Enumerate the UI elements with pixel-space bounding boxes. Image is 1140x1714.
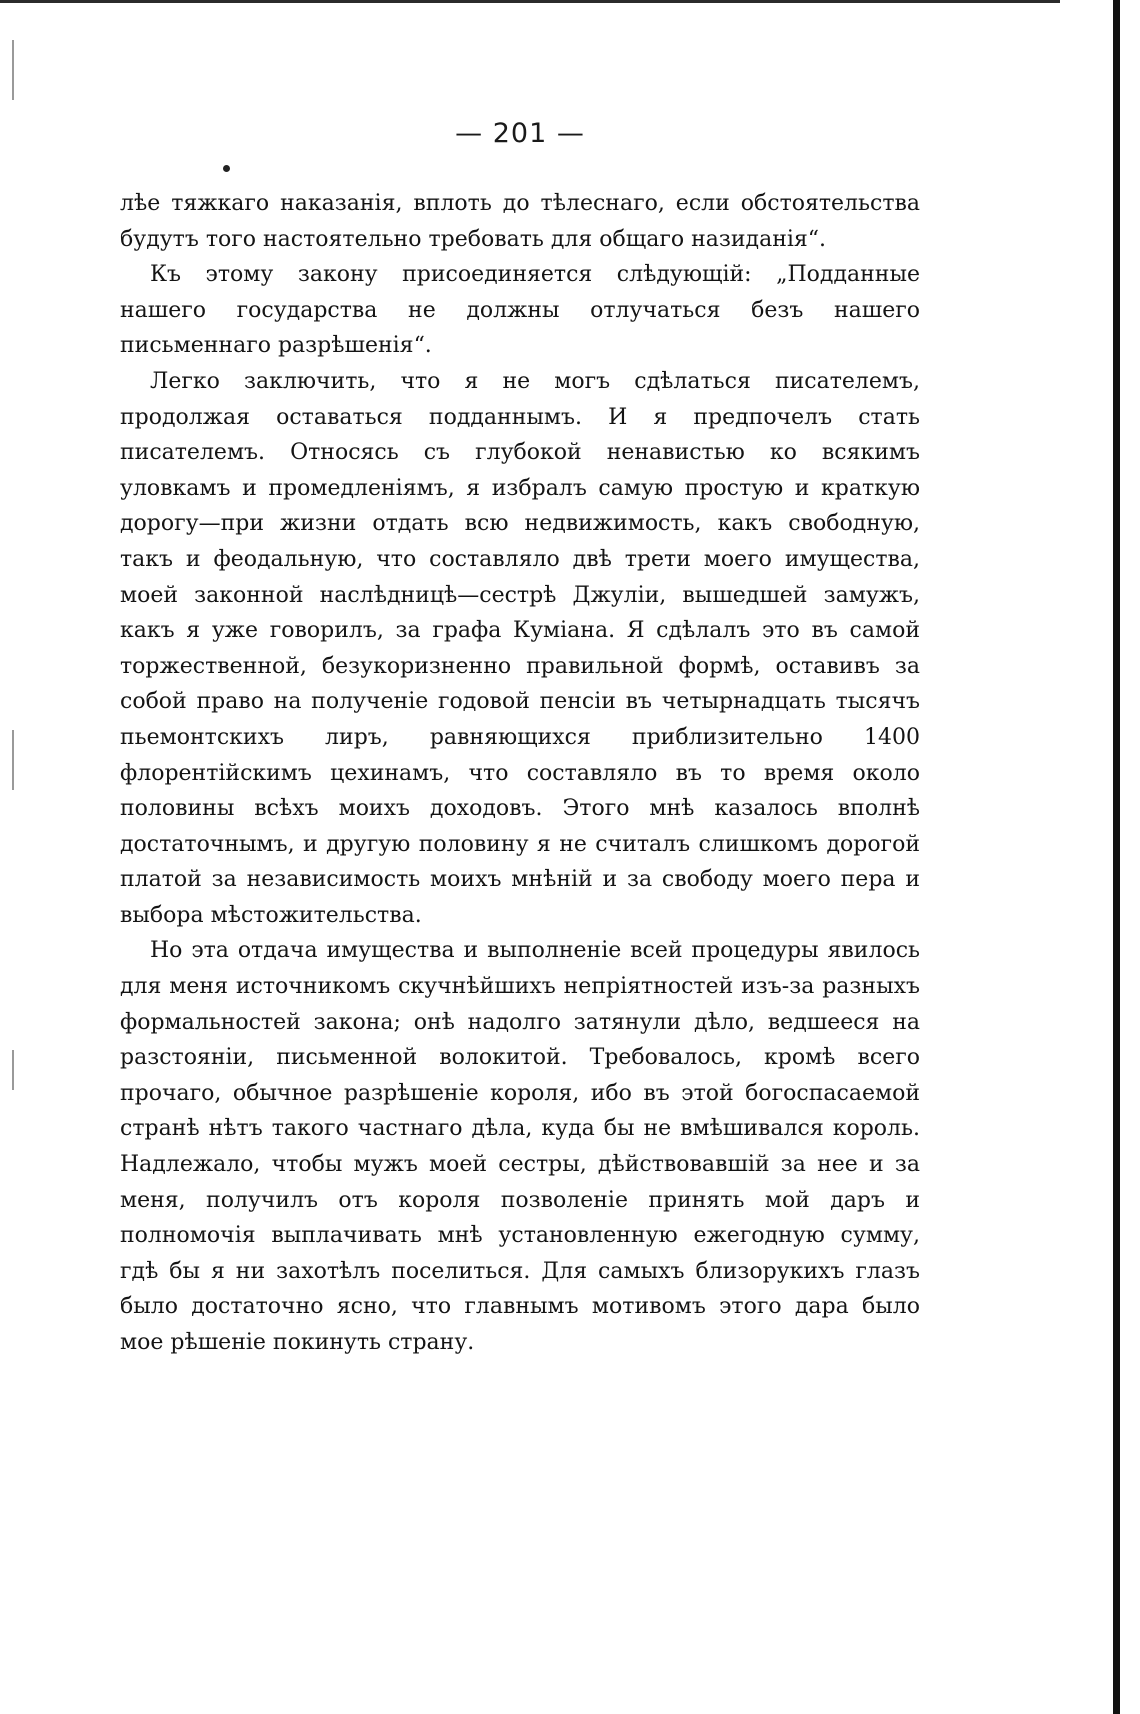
paragraph-continuation: лѣе тяжкаго наказанія, вплоть до тѣлеснаго, если обстоятельства будутъ того настоятельно требовать для общаго назиданія“.	[120, 191, 920, 252]
left-edge-mark	[12, 40, 14, 100]
ink-speck	[223, 165, 230, 172]
body-text	[120, 186, 920, 1361]
left-edge-mark	[12, 730, 14, 790]
paragraph: Но эта отдача имущества и выполненіе всей процедуры явилось для меня источникомъ скучнѣйшихъ непріятностей изъ-за разныхъ формальностей закона; онѣ надолго затянули дѣло, ведшееся на разстояніи, письменной волокитой. Требовалось, кромѣ всего прочаго, обычное разрѣшеніе короля, ибо въ этой богоспасаемой странѣ нѣтъ такого частнаго дѣла, куда бы не вмѣшивался король. Надлежало, чтобы мужъ моей сестры, дѣйствовавшій за нее и за меня, получилъ отъ короля позволеніе принять мой даръ и полномочія выплачивать мнѣ установленную ежегодную сумму, гдѣ бы я ни захотѣлъ поселиться. Для самыхъ близорукихъ глазъ было достаточно ясно, что главнымъ мотивомъ этого дара было мое рѣшеніе покинуть страну.	[120, 938, 920, 1355]
paragraph: Къ этому закону присоединяется слѣдующій: „Подданные нашего государства не должны отлучаться безъ нашего письменнаго разрѣшенія“.	[120, 262, 920, 359]
paragraph: Легко заключить, что я не могъ сдѣлаться писателемъ, продолжая оставаться подданнымъ. И я предпочелъ стать писателемъ. Относясь съ глубокой ненавистью ко всякимъ уловкамъ и промедленіямъ, я избралъ самую простую и краткую дорогу—при жизни отдать всю недвижимость, какъ свободную, такъ и феодальную, что составляло двѣ трети моего имущества, моей законной наслѣдницѣ—сестрѣ Джуліи, вышедшей замужъ, какъ я уже говорилъ, за графа Куміана. Я сдѣлалъ это въ самой торжественной, безукоризненно правильной формѣ, оставивъ за собой право на полученіе годовой пенсіи въ четырнадцать тысячъ пьемонтскихъ лиръ, равняющихся приблизительно 1400 флорентійскимъ цехинамъ, что составляло въ то время около половины всѣхъ моихъ доходовъ. Этого мнѣ казалось вполнѣ достаточнымъ, и другую половину я не считалъ слишкомъ дорогой платой за независимость моихъ мнѣній и за свободу моего пера и выбора мѣстожительства.	[120, 368, 920, 928]
top-edge-rule	[0, 0, 1060, 3]
left-edge-mark	[12, 1050, 14, 1090]
page-number: — 201 —	[455, 118, 585, 149]
right-edge-rule	[1113, 0, 1120, 1714]
